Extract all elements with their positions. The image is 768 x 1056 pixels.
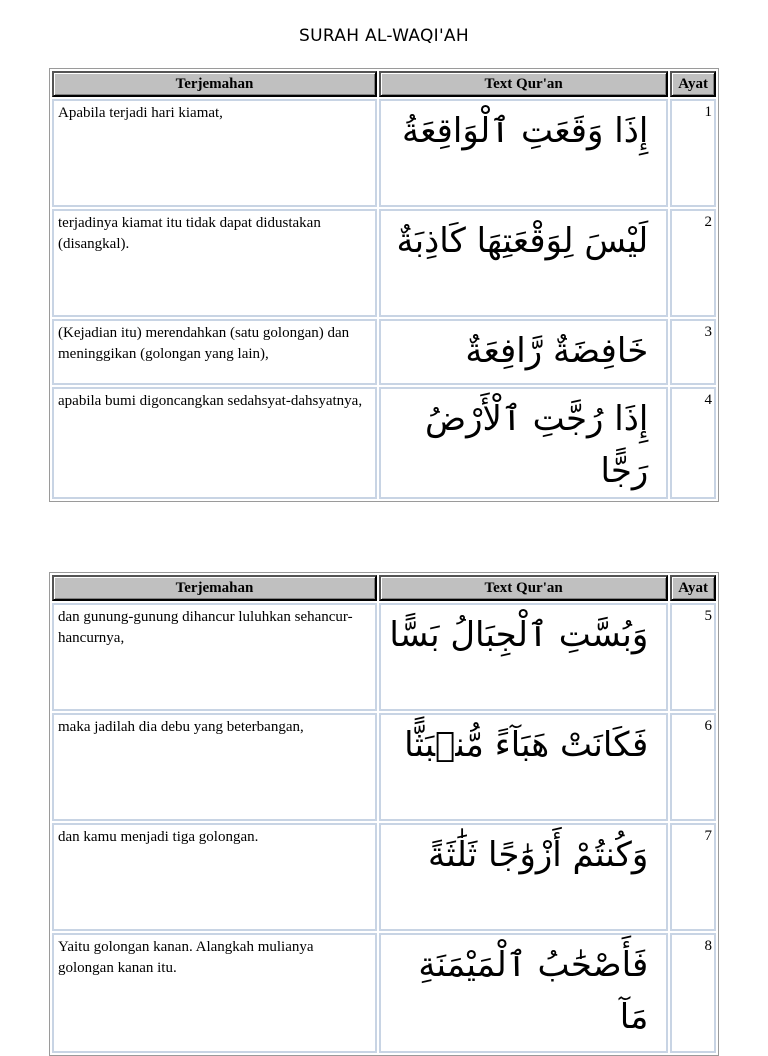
ayat-number-cell: 2 (670, 209, 716, 317)
table-row (52, 387, 716, 499)
terjemahan-cell: maka jadilah dia debu yang beterbangan, (52, 713, 377, 821)
arabic-text-cell: خَافِضَةٌ رَّافِعَةٌ (379, 319, 668, 385)
table-row (52, 603, 716, 711)
ayat-number-cell: 6 (670, 713, 716, 821)
ayat-number-cell: 7 (670, 823, 716, 931)
table-row (52, 823, 716, 931)
ayat-number-cell: 1 (670, 99, 716, 207)
arabic-text-cell: فَكَانَتْ هَبَآءً مُّنۢبَثًّا (379, 713, 668, 821)
terjemahan-cell: (Kejadian itu) merendahkan (satu golongan) dan meninggikan (golongan yang lain), (52, 319, 377, 385)
ayat-table-1 (49, 68, 719, 502)
header-ayat: Ayat (670, 71, 716, 97)
terjemahan-cell: apabila bumi digoncangkan sedahsyat-dahsyatnya, (52, 387, 377, 499)
header-text-quran: Text Qur'an (379, 71, 668, 97)
arabic-text-cell: وَكُنتُمْ أَزْوَٰجًا ثَلَٰثَةً (379, 823, 668, 931)
terjemahan-cell: Apabila terjadi hari kiamat, (52, 99, 377, 207)
header-text-quran: Text Qur'an (379, 575, 668, 601)
header-terjemahan: Terjemahan (52, 575, 377, 601)
header-ayat: Ayat (670, 575, 716, 601)
table-header-row (52, 575, 716, 601)
page-title: SURAH AL-WAQI'AH (299, 26, 469, 46)
arabic-text-cell: لَيْسَ لِوَقْعَتِهَا كَاذِبَةٌ (379, 209, 668, 317)
terjemahan-cell: dan kamu menjadi tiga golongan. (52, 823, 377, 931)
table-row (52, 713, 716, 821)
ayat-number-cell: 8 (670, 933, 716, 1053)
terjemahan-cell: terjadinya kiamat itu tidak dapat didustakan (disangkal). (52, 209, 377, 317)
ayat-table-2 (49, 572, 719, 1056)
table-row (52, 933, 716, 1053)
arabic-text-cell: إِذَا رُجَّتِ ٱلْأَرْضُ رَجًّا (379, 387, 668, 499)
header-terjemahan: Terjemahan (52, 71, 377, 97)
table-row (52, 319, 716, 385)
terjemahan-cell: Yaitu golongan kanan. Alangkah mulianya golongan kanan itu. (52, 933, 377, 1053)
ayat-number-cell: 3 (670, 319, 716, 385)
arabic-text-cell: وَبُسَّتِ ٱلْجِبَالُ بَسًّا (379, 603, 668, 711)
table-header-row (52, 71, 716, 97)
terjemahan-cell: dan gunung-gunung dihancur luluhkan sehancur-hancurnya, (52, 603, 377, 711)
table-row (52, 99, 716, 207)
table-row (52, 209, 716, 317)
ayat-number-cell: 5 (670, 603, 716, 711)
arabic-text-cell: فَأَصْحَٰبُ ٱلْمَيْمَنَةِ مَآ (379, 933, 668, 1053)
ayat-number-cell: 4 (670, 387, 716, 499)
arabic-text-cell: إِذَا وَقَعَتِ ٱلْوَاقِعَةُ (379, 99, 668, 207)
